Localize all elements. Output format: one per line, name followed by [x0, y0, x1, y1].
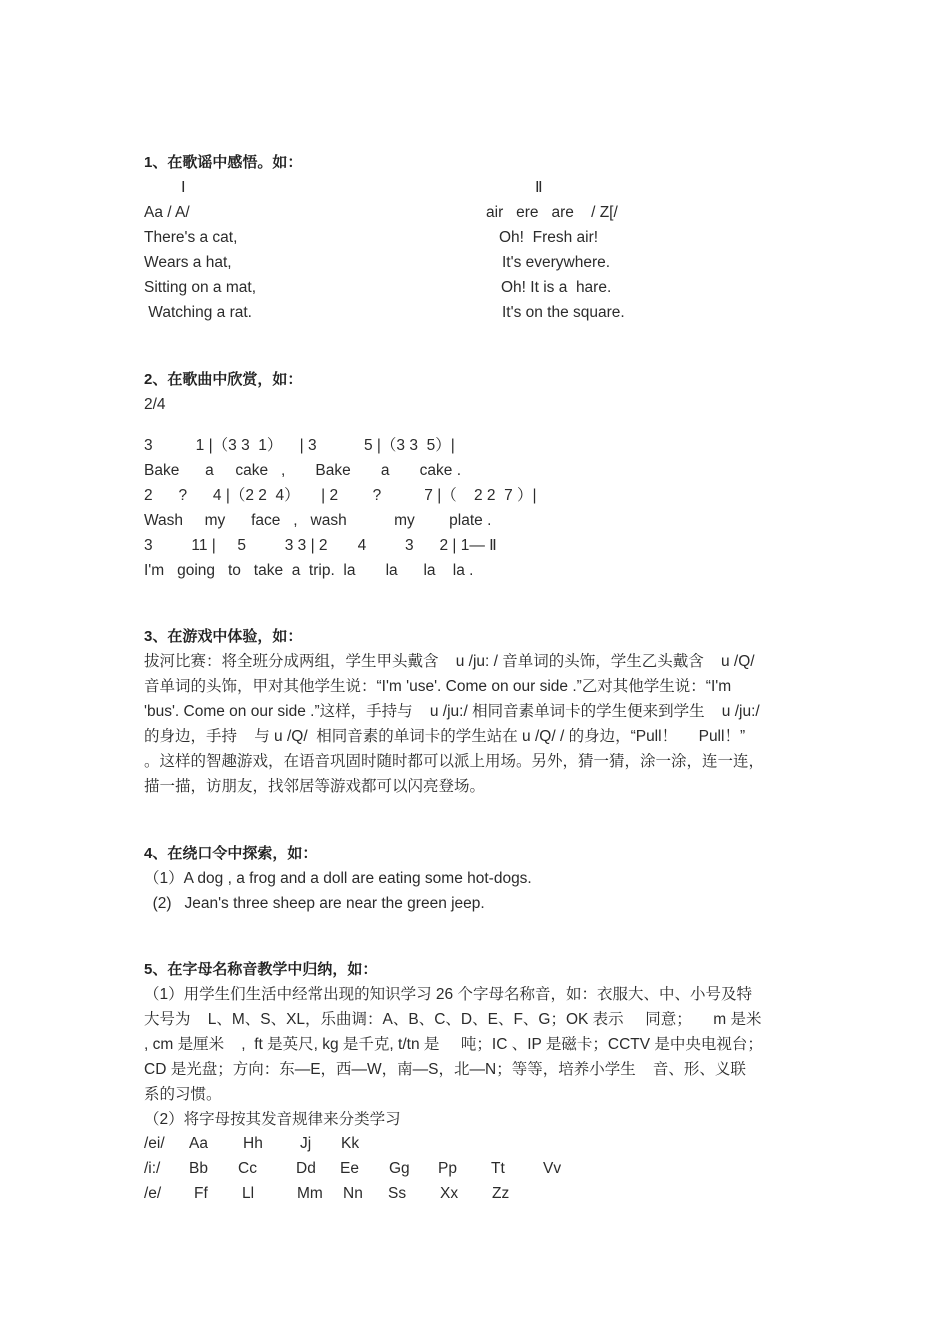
letter-text-line: 系的习惯。 — [144, 1086, 222, 1103]
poem-1-numeral: Ⅰ — [181, 179, 186, 196]
letter-text-line: 大号为 L、M、S、XL，乐曲调：A、B、C、D、E、F、G；OK 表示 同意； m 是米 — [144, 1011, 762, 1028]
tongue-twister: (2) Jean's three sheep are near the green jeep. — [144, 895, 485, 912]
letter-text-line: , cm 是厘米 , ft 是英尺, kg 是千克, t/tn 是 吨；IC 、IP 是磁卡；CCTV 是中央电视台； — [144, 1036, 763, 1053]
letter-pair: Xx — [440, 1185, 459, 1202]
sound-label: /i:/ — [144, 1160, 161, 1177]
letter-pair: Cc — [238, 1160, 257, 1177]
letter-pair: Bb — [189, 1160, 208, 1177]
tongue-twister: （1）A dog , a frog and a doll are eating some hot-dogs. — [144, 870, 532, 887]
letter-pair: Aa — [189, 1135, 208, 1152]
letter-pair: Pp — [438, 1160, 457, 1177]
song-notation-line: 3 1 |（3 3 1） | 3 5 |（3 3 5）| — [144, 437, 455, 454]
section-1-heading: 1、在歌谣中感悟。如： — [144, 154, 303, 171]
letter-pair: Mm — [297, 1185, 323, 1202]
letter-pair: Ee — [340, 1160, 359, 1177]
sound-label: /ei/ — [144, 1135, 165, 1152]
game-text-line: 拔河比赛：将全班分成两组，学生甲头戴含 u /ju: / 音单词的头饰，学生乙头戴含 u /Q/ — [144, 653, 755, 670]
game-text-line: 的身边，手持 与 u /Q/ 相同音素的单词卡的学生站在 u /Q/ / 的身边，“Pull！ Pull！” — [144, 728, 746, 745]
song-lyric-line: Bake a cake , Bake a cake . — [144, 462, 462, 479]
letter-pair: Nn — [343, 1185, 363, 1202]
poem-2-line: Oh! It is a hare. — [501, 279, 612, 296]
poem-1-line: Sitting on a mat, — [144, 279, 257, 296]
poem-2-line: Oh! Fresh air! — [499, 229, 599, 246]
poem-1-sound: Aa / A/ — [144, 204, 190, 221]
letter-pair: Tt — [491, 1160, 505, 1177]
letter-pair: Zz — [492, 1185, 510, 1202]
letter-text-line: （2）将字母按其发音规律来分类学习 — [144, 1111, 401, 1128]
letter-pair: Kk — [341, 1135, 360, 1152]
letter-pair: Ll — [242, 1185, 255, 1202]
section-3-heading: 3、在游戏中体验，如： — [144, 628, 303, 645]
letter-pair: Dd — [296, 1160, 316, 1177]
letter-text-line: （1）用学生们生活中经常出现的知识学习 26 个字母名称音，如：衣服大、中、小号及特 — [144, 986, 752, 1003]
game-text-line: 描一描，访朋友，找邻居等游戏都可以闪亮登场。 — [144, 778, 486, 795]
letter-pair: Hh — [243, 1135, 263, 1152]
section-2-heading: 2、在歌曲中欣赏，如： — [144, 371, 303, 388]
letter-pair: Ff — [194, 1185, 208, 1202]
poem-2-sound: air ere are / Z[/ — [486, 204, 618, 221]
letter-pair: Ss — [388, 1185, 407, 1202]
poem-2-numeral: Ⅱ — [535, 179, 543, 196]
poem-1-line: Watching a rat. — [144, 304, 252, 321]
game-text-line: 音单词的头饰，甲对其他学生说：“I'm 'use'. Come on our side .”乙对其他学生说：“I'm — [144, 678, 732, 695]
sound-label: /e/ — [144, 1185, 162, 1202]
letter-pair: Gg — [389, 1160, 410, 1177]
game-text-line: 'bus'. Come on our side .”这样，手持与 u /ju:/ 相同音素单词卡的学生便来到学生 u /ju:/ — [144, 703, 760, 720]
poem-1-line: There's a cat, — [144, 229, 238, 246]
song-meter: 2/4 — [144, 396, 166, 413]
section-4-heading: 4、在绕口令中探索，如： — [144, 845, 318, 862]
letter-text-line: CD 是光盘；方向：东—E，西—W，南—S，北—N；等等，培养小学生 音、形、义联 — [144, 1061, 746, 1078]
song-lyric-line: Wash my face , wash my plate . — [144, 512, 492, 529]
poem-1-line: Wears a hat, — [144, 254, 232, 271]
section-5-heading: 5、在字母名称音教学中归纳，如： — [144, 961, 378, 978]
song-notation-line: 2 ? 4 |（2 2 4） | 2 ? 7 |（ 2 2 7 ）| — [144, 487, 537, 504]
letter-pair: Jj — [300, 1135, 312, 1152]
game-text-line: 。这样的智趣游戏，在语音巩固时随时都可以派上用场。另外，猜一猜，涂一涂，连一连， — [144, 753, 765, 770]
poem-2-line: It's on the square. — [502, 304, 625, 321]
song-notation-line: 3 11 | 5 3 3 | 2 4 3 2 | 1— Ⅱ — [144, 537, 497, 554]
poem-2-line: It's everywhere. — [502, 254, 611, 271]
letter-pair: Vv — [543, 1160, 562, 1177]
song-lyric-line: I'm going to take a trip. la la la la . — [144, 562, 474, 579]
